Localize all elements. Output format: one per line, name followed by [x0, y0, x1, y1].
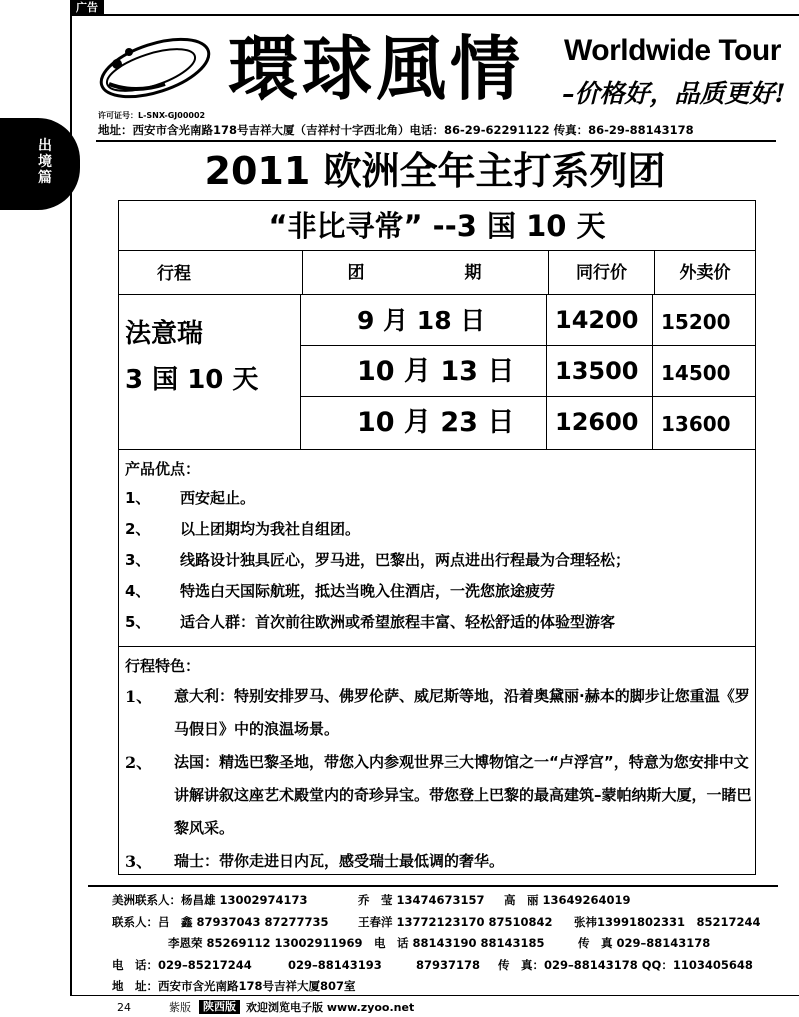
retail-price: 14500 — [661, 361, 731, 385]
column-dates-label: 团 期 — [347, 263, 504, 283]
brand-slogan: –价格好，品质更好! — [562, 79, 786, 108]
globe-logo-icon — [95, 24, 225, 104]
contact-line — [112, 955, 772, 977]
contact-entry: 029–88143193 — [288, 957, 382, 972]
features-title: 行程特色： — [125, 657, 201, 675]
list-item — [125, 845, 755, 878]
contact-line — [112, 933, 772, 955]
ad-tag: 广告 — [70, 0, 104, 16]
route-cell — [119, 295, 301, 449]
list-item — [125, 483, 755, 514]
page-number: 24 — [117, 1000, 131, 1014]
list-item — [125, 746, 755, 845]
table-row — [301, 397, 755, 449]
peer-price: 13500 — [547, 346, 653, 396]
advantages-title: 产品优点： — [125, 460, 201, 478]
license-number: 许可证号：L-SNX-GJ00002 — [98, 111, 206, 120]
header-divider — [96, 140, 776, 142]
departure-date: 9 月 18 日 — [301, 295, 547, 345]
contact-entry: 传 真：029–88143178 QQ：1103405648 — [498, 957, 753, 972]
contacts-divider — [88, 885, 778, 887]
column-peer-price: 同行价 — [549, 251, 655, 294]
departure-date: 10 月 13 日 — [301, 346, 547, 396]
tour-table — [118, 200, 756, 875]
address-line: 地址：西安市含光南路178号吉祥大厦（吉祥村十字西北角）电话：86-29-62291122 传真：86-29-88143178 — [98, 123, 694, 137]
departure-rows — [301, 295, 755, 449]
list-text: 法国：精选巴黎圣地，带您入内参观世界三大博物馆之一“卢浮宫”，特意为您安排中文讲解讲叙这座艺术殿堂内的奇珍异宝。带您登上巴黎的最高建筑–蒙帕纳斯大厦，一睹巴黎风采。 — [174, 753, 752, 837]
contact-entry: 李恩荣 85269112 13002911969 — [168, 936, 363, 950]
column-retail-price: 外卖价 — [679, 263, 731, 283]
contact-entry: 联系人：吕 鑫 87937043 87277735 — [112, 914, 329, 929]
table-header-row — [119, 251, 755, 295]
list-number: 1、 — [125, 489, 151, 507]
list-number: 3、 — [125, 551, 151, 569]
peer-price: 12600 — [547, 397, 653, 449]
brand-name-en: Worldwide Tour — [564, 34, 781, 67]
route-duration: 3 国 10 天 — [125, 365, 259, 395]
list-item — [125, 514, 755, 545]
edition-badge: 陕西版 — [199, 1000, 240, 1014]
list-item — [125, 607, 755, 638]
retail-price: 13600 — [661, 412, 731, 436]
edition-label: 紫版 — [169, 1001, 191, 1014]
contact-entry: 乔 莹 13474673157 — [358, 893, 485, 907]
contact-entry: 高 丽 13649264019 — [504, 893, 631, 907]
contact-entry: 张祎13991802331 85217244 — [574, 914, 761, 929]
website-text: 欢迎浏览电子版 www.zyoo.net — [246, 1001, 415, 1014]
list-item — [125, 680, 755, 746]
list-text: 瑞士：带你走进日内瓦，感受瑞士最低调的奢华。 — [174, 852, 505, 870]
contact-entry: 电 话 88143190 88143185 — [374, 936, 545, 950]
brand-name-cn: 環球風情 — [228, 27, 524, 110]
section-tab — [0, 118, 80, 210]
list-number: 4、 — [125, 582, 151, 600]
list-text: 适合人群：首次前往欧洲或希望旅程丰富、轻松舒适的体验型游客 — [180, 613, 616, 631]
retail-price: 15200 — [661, 310, 731, 334]
route-name: 法意瑞 — [125, 319, 204, 349]
table-row — [301, 346, 755, 397]
list-number: 2、 — [125, 520, 151, 538]
contact-line — [112, 890, 772, 912]
list-text: 特选白天国际航班，抵达当晚入住酒店，一洗您旅途疲劳 — [180, 582, 556, 600]
list-number: 2、 — [125, 753, 153, 772]
contact-entry: 美洲联系人：杨昌雄 13002974173 — [112, 893, 308, 907]
tour-heading: “非比寻常” --3 国 10 天 — [119, 201, 755, 251]
advantages-section — [119, 449, 755, 646]
list-number: 1、 — [125, 687, 153, 706]
column-route: 行程 — [119, 251, 303, 294]
list-number: 5、 — [125, 613, 151, 631]
contact-line — [112, 976, 772, 998]
list-text: 线路设计独具匠心，罗马进，巴黎出，两点进出行程最为合理轻松； — [180, 551, 631, 569]
contacts-block — [112, 890, 772, 998]
page-footer — [117, 999, 414, 1015]
contact-entry: 87937178 — [416, 957, 481, 972]
list-text: 意大利：特别安排罗马、佛罗伦萨、威尼斯等地，沿着奥黛丽·赫本的脚步让您重温《罗马假日》中的浪温场景。 — [174, 687, 750, 738]
table-row — [301, 295, 755, 346]
features-section — [119, 646, 755, 874]
main-title: 2011 欧洲全年主打系列团 — [204, 149, 666, 193]
list-number: 3、 — [125, 852, 153, 871]
list-text: 以上团期均为我社自组团。 — [180, 520, 361, 538]
peer-price: 14200 — [547, 295, 653, 345]
contact-entry: 地 址：西安市含光南路178号吉祥大厦807室 — [112, 979, 356, 993]
contact-entry: 王春洋 13772123170 87510842 — [358, 914, 553, 929]
list-text: 西安起止。 — [180, 489, 256, 507]
contact-line — [112, 912, 772, 934]
contact-entry: 电 话：029–85217244 — [112, 957, 252, 972]
list-item — [125, 545, 755, 576]
table-body — [119, 295, 755, 449]
column-dates — [303, 251, 549, 294]
departure-date: 10 月 23 日 — [301, 397, 547, 449]
list-item — [125, 576, 755, 607]
section-tab-label: 出境篇 — [38, 138, 52, 186]
contact-entry: 传 真 029–88143178 — [578, 936, 711, 950]
